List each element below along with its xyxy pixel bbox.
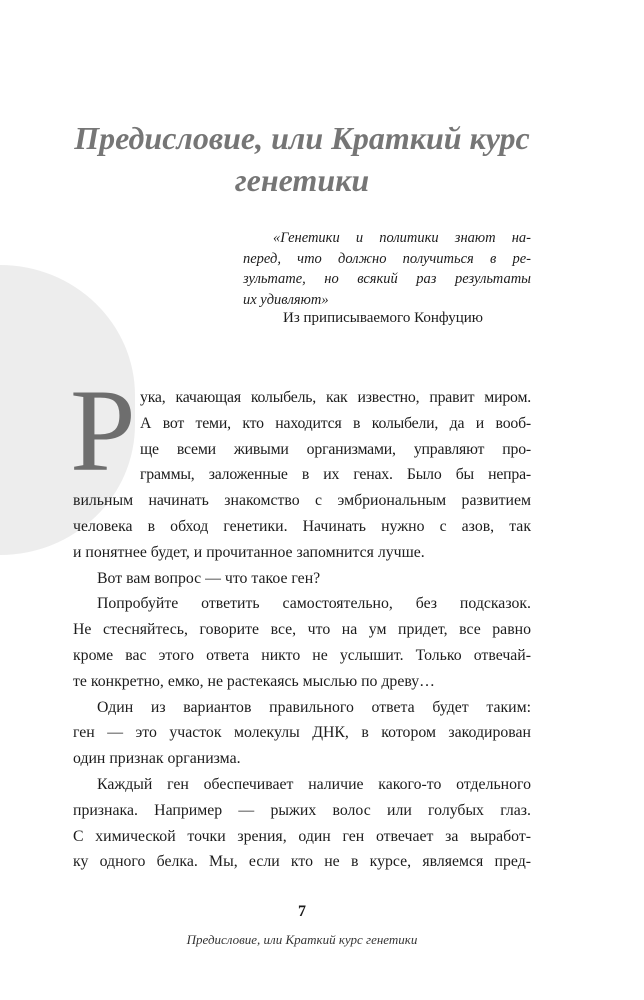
text-line: и понятнее будет, и прочитанное запомнится лучше.: [73, 543, 425, 561]
epigraph-attribution: Из приписываемого Конфуцию: [283, 310, 483, 326]
epigraph-line: перед, что должно получиться в ре-: [243, 250, 531, 267]
text-line: С химической точки зрения, один ген отвечает за выработ-: [73, 827, 531, 845]
text-line: ука, качающая колыбель, как известно, правит миром.: [140, 389, 531, 406]
chapter-title-line2: генетики: [234, 162, 370, 198]
text-line: граммы, заложенные в их генах. Было бы непра-: [140, 466, 531, 484]
text-line: человека в обход генетики. Начинать нужно с азов, так: [73, 517, 531, 535]
text-line: те конкретно, емко, не растекаясь мыслью по древу…: [73, 672, 435, 690]
chapter-title-line1: Предисловие, или Краткий курс: [74, 120, 530, 156]
text-line: ще всеми живыми организмами, управляют про-: [140, 440, 531, 458]
running-title: Предисловие, или Краткий курс генетики: [186, 932, 418, 947]
text-line: Один из вариантов правильного ответа будет таким:: [97, 698, 531, 716]
epigraph: [243, 228, 531, 310]
text-line: один признак организма.: [73, 750, 241, 768]
text-line: ген — это участок молекулы ДНК, в котором закодирован: [73, 724, 531, 742]
text-line: кроме вас этого ответа никто не услышит. Только отвечай-: [73, 646, 531, 664]
text-line: Вот вам вопрос — что такое ген?: [97, 569, 321, 587]
drop-cap: Р: [70, 365, 136, 496]
text-line: признака. Например — рыжих волос или голубых глаз.: [73, 801, 531, 819]
text-line: вильным начинать знакомство с эмбриональным развитием: [73, 492, 531, 510]
text-line: ку одного белка. Мы, если кто не в курсе, являемся пред-: [73, 853, 531, 871]
text-line: Попробуйте ответить самостоятельно, без подсказок.: [97, 595, 531, 613]
text-line: А вот теми, кто находится в колыбели, да и вооб-: [140, 414, 531, 432]
text-line: Не стесняйтесь, говорите все, что на ум придет, все равно: [73, 621, 531, 639]
epigraph-line: «Генетики и политики знают на-: [273, 230, 531, 246]
epigraph-line: зультате, но всякий раз результаты: [243, 271, 531, 287]
page-number: 7: [298, 903, 306, 920]
text-line: Каждый ген обеспечивает наличие какого-то отдельного: [97, 775, 531, 793]
epigraph-line: их удивляют»: [243, 291, 329, 308]
body-text: [73, 385, 531, 875]
